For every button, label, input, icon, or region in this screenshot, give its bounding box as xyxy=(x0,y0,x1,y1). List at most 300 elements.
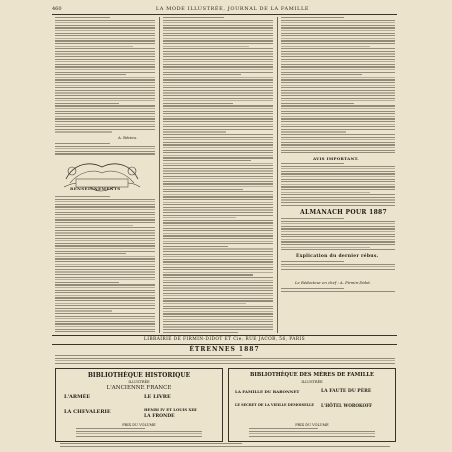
text-line xyxy=(281,249,395,250)
text-line xyxy=(163,160,251,161)
text-line xyxy=(55,38,155,39)
text-line xyxy=(55,329,155,330)
text-line xyxy=(55,20,155,21)
text-line xyxy=(163,316,273,317)
text-line xyxy=(55,82,155,83)
text-line xyxy=(281,179,395,180)
text-line xyxy=(281,121,395,122)
text-line xyxy=(163,72,273,73)
text-line xyxy=(55,196,110,197)
text-line xyxy=(55,222,155,223)
text-line xyxy=(281,192,370,193)
text-line xyxy=(55,77,155,78)
text-line xyxy=(281,218,344,219)
text-line xyxy=(163,51,273,52)
text-line xyxy=(163,225,273,226)
text-line xyxy=(55,153,155,154)
publisher-line: LIBRAIRIE DE FIRMIN-DIDOT ET Cie, RUE JACOB, 56, PARIS xyxy=(143,337,306,342)
text-line xyxy=(163,274,253,275)
text-line xyxy=(163,293,273,294)
text-line xyxy=(163,17,224,18)
text-line xyxy=(281,38,395,39)
text-line xyxy=(55,219,155,220)
book-armee: L'ARMÉE xyxy=(64,394,91,400)
book-henri-iv: HENRI IV ET LOUIS XIII xyxy=(144,407,197,412)
text-line xyxy=(55,251,155,252)
text-line xyxy=(163,61,273,62)
text-line xyxy=(163,295,273,296)
text-line xyxy=(163,222,273,223)
text-line xyxy=(163,74,241,75)
text-line xyxy=(55,40,155,41)
text-line xyxy=(163,105,273,106)
text-line xyxy=(55,235,155,236)
text-line xyxy=(163,142,273,143)
text-line xyxy=(55,103,119,104)
text-line xyxy=(55,25,155,26)
text-line xyxy=(281,163,344,164)
text-line xyxy=(55,323,155,324)
text-line xyxy=(163,261,273,262)
text-line xyxy=(55,87,155,88)
text-line xyxy=(163,79,273,80)
text-line xyxy=(163,251,273,252)
text-line xyxy=(281,247,370,248)
text-line xyxy=(55,33,155,34)
text-line xyxy=(281,64,395,65)
text-line xyxy=(163,300,273,301)
text-line xyxy=(163,326,273,327)
text-line xyxy=(163,191,273,192)
text-line xyxy=(55,148,155,149)
text-line xyxy=(281,234,395,235)
text-line xyxy=(281,51,395,52)
text-line xyxy=(55,310,112,311)
text-line xyxy=(281,152,395,153)
text-line xyxy=(163,264,273,265)
right-column-almanach-text xyxy=(281,218,395,251)
text-line xyxy=(55,358,395,359)
text-line xyxy=(163,103,233,104)
text-line xyxy=(281,194,395,195)
text-line xyxy=(281,244,395,245)
text-line xyxy=(55,266,155,267)
text-line xyxy=(163,168,273,169)
text-line xyxy=(163,243,273,244)
text-line xyxy=(281,35,395,36)
text-line xyxy=(163,95,273,96)
text-line xyxy=(281,90,395,91)
text-line xyxy=(55,321,155,322)
middle-column-text xyxy=(163,17,273,333)
text-line xyxy=(163,259,273,260)
text-line xyxy=(163,186,273,187)
text-line xyxy=(55,46,133,47)
text-line xyxy=(163,319,273,320)
text-line xyxy=(163,313,273,314)
text-line xyxy=(281,30,395,31)
text-line xyxy=(281,46,370,47)
right-column-explication-text xyxy=(281,261,395,271)
text-line xyxy=(163,199,273,200)
text-line xyxy=(55,92,155,93)
text-line xyxy=(55,240,155,241)
text-line xyxy=(163,53,273,54)
text-line xyxy=(55,303,155,304)
text-line xyxy=(55,95,155,96)
text-line xyxy=(55,264,155,265)
text-line xyxy=(163,87,273,88)
text-line xyxy=(281,100,395,101)
text-line xyxy=(55,318,155,319)
text-line xyxy=(55,64,155,65)
text-line xyxy=(281,74,362,75)
text-line xyxy=(55,331,155,332)
text-line xyxy=(163,220,273,221)
text-line xyxy=(55,22,155,23)
left-column-text-bottom xyxy=(55,196,155,333)
text-line xyxy=(55,316,155,317)
text-line xyxy=(55,258,155,259)
historique-subtitle: ILLUSTRÉE xyxy=(128,380,150,384)
text-line xyxy=(163,207,273,208)
text-line xyxy=(55,279,155,280)
text-line xyxy=(163,155,273,156)
book-baronnet: LA FAMILLE DU BARONNET xyxy=(235,389,300,394)
ad-rule-2 xyxy=(52,344,397,345)
text-line xyxy=(55,206,155,207)
text-line xyxy=(281,25,395,26)
text-line xyxy=(281,87,395,88)
text-line xyxy=(55,17,110,18)
text-line xyxy=(163,217,236,218)
text-line xyxy=(249,436,375,437)
text-line xyxy=(163,329,273,330)
right-column-text-top xyxy=(281,17,395,154)
text-line xyxy=(163,46,249,47)
text-line xyxy=(55,326,155,327)
text-line xyxy=(55,209,155,210)
page-header xyxy=(52,5,397,12)
text-line xyxy=(55,48,155,49)
text-line xyxy=(55,72,155,73)
text-line xyxy=(163,134,273,135)
text-line xyxy=(55,35,155,36)
text-line xyxy=(281,118,395,119)
text-line xyxy=(281,116,395,117)
text-line xyxy=(163,238,273,239)
signature: A. Bérieu. xyxy=(118,135,138,140)
text-line xyxy=(55,295,155,296)
text-line xyxy=(163,147,273,148)
text-line xyxy=(55,79,155,80)
text-line xyxy=(163,131,226,132)
text-line xyxy=(163,215,273,216)
text-line xyxy=(55,98,155,99)
book-fronde: LA FRONDE xyxy=(144,414,175,419)
text-line xyxy=(281,126,395,127)
text-line xyxy=(55,61,155,62)
text-line xyxy=(55,204,155,205)
text-line xyxy=(281,239,395,240)
text-line xyxy=(281,223,395,224)
text-line xyxy=(281,288,344,289)
text-line xyxy=(281,72,395,73)
text-line xyxy=(55,269,155,270)
text-line xyxy=(55,287,155,288)
text-line xyxy=(163,111,273,112)
text-line xyxy=(163,163,273,164)
text-line xyxy=(163,98,273,99)
text-line xyxy=(281,269,395,270)
page-title: LA MODE ILLUSTRÉE, JOURNAL DE LA FAMILLE xyxy=(155,5,310,12)
text-line xyxy=(55,308,155,309)
text-line xyxy=(281,92,395,93)
text-line xyxy=(163,181,273,182)
text-line xyxy=(55,305,155,306)
text-line xyxy=(55,261,155,262)
text-line xyxy=(163,228,273,229)
text-line xyxy=(55,274,155,275)
text-line xyxy=(55,118,155,119)
text-line xyxy=(163,150,273,151)
text-line xyxy=(55,201,155,202)
text-line xyxy=(163,139,273,140)
text-line xyxy=(76,428,145,429)
text-line xyxy=(163,48,273,49)
left-column-text-top xyxy=(55,17,155,135)
text-line xyxy=(163,64,273,65)
text-line xyxy=(163,277,273,278)
text-line xyxy=(281,105,395,106)
text-line xyxy=(281,22,395,23)
text-line xyxy=(163,241,273,242)
text-line xyxy=(55,121,155,122)
text-line xyxy=(55,74,126,75)
text-line xyxy=(163,59,273,60)
text-line xyxy=(55,43,155,44)
text-line xyxy=(163,30,273,31)
text-line xyxy=(163,165,273,166)
text-line xyxy=(281,40,395,41)
text-line xyxy=(163,69,273,70)
text-line xyxy=(55,100,155,101)
text-line xyxy=(281,66,395,67)
text-line xyxy=(55,355,242,356)
text-line xyxy=(55,292,155,293)
text-line xyxy=(163,90,273,91)
text-line xyxy=(163,144,273,145)
text-line xyxy=(55,300,155,301)
text-line xyxy=(55,124,155,125)
text-line xyxy=(163,324,273,325)
text-line xyxy=(281,113,395,114)
meres-price: PRIX DU VOLUME xyxy=(295,423,329,427)
text-line xyxy=(281,131,346,132)
text-line xyxy=(281,48,395,49)
text-line xyxy=(163,285,273,286)
text-line xyxy=(281,95,395,96)
text-line xyxy=(163,298,273,299)
text-line xyxy=(163,290,273,291)
text-line xyxy=(281,56,395,57)
text-line xyxy=(281,79,395,80)
text-line xyxy=(163,77,273,78)
text-line xyxy=(281,59,395,60)
text-line xyxy=(163,282,273,283)
text-line xyxy=(163,256,273,257)
historique-title: BIBLIOTHÈQUE HISTORIQUE xyxy=(87,372,191,379)
avis-heading: AVIS IMPORTANT. xyxy=(313,156,359,161)
ad-intro-text xyxy=(55,355,395,366)
text-line xyxy=(281,226,395,227)
text-line xyxy=(55,199,155,200)
text-line xyxy=(55,253,126,254)
text-line xyxy=(163,85,273,86)
text-line xyxy=(163,248,273,249)
text-line xyxy=(163,40,273,41)
page-number: 460 xyxy=(52,5,62,12)
meres-price-text xyxy=(249,428,375,438)
text-line xyxy=(60,443,242,444)
column-divider-1 xyxy=(159,17,160,333)
left-column-text-mid xyxy=(55,143,155,157)
text-line xyxy=(76,433,202,434)
text-line xyxy=(55,232,155,233)
text-line xyxy=(163,20,273,21)
text-line xyxy=(55,214,155,215)
text-line xyxy=(281,27,395,28)
book-hotel-worokoff: L'HÔTEL WOROKOFF xyxy=(321,403,373,408)
text-line xyxy=(281,124,395,125)
text-line xyxy=(281,33,395,34)
text-line xyxy=(163,113,273,114)
historique-price: PRIX DU VOLUME xyxy=(122,423,156,427)
text-line xyxy=(55,113,155,114)
text-line xyxy=(163,272,273,273)
text-line xyxy=(163,22,273,23)
text-line xyxy=(163,209,273,210)
text-line xyxy=(163,311,273,312)
text-line xyxy=(55,313,155,314)
text-line xyxy=(55,129,155,130)
text-line xyxy=(55,146,155,147)
text-line xyxy=(55,363,395,364)
text-line xyxy=(163,321,273,322)
text-line xyxy=(281,82,395,83)
text-line xyxy=(281,176,395,177)
text-line xyxy=(281,139,395,140)
text-line xyxy=(281,291,395,292)
text-line xyxy=(281,202,395,203)
ad-box-meres xyxy=(228,368,396,442)
text-line xyxy=(55,30,155,31)
text-line xyxy=(281,181,395,182)
text-line xyxy=(55,105,155,106)
text-line xyxy=(281,241,395,242)
text-line xyxy=(163,66,273,67)
text-line xyxy=(281,266,395,267)
text-line xyxy=(281,20,395,21)
text-line xyxy=(163,173,273,174)
text-line xyxy=(55,151,155,152)
text-line xyxy=(163,43,273,44)
right-column-footer-text xyxy=(281,288,395,293)
text-line xyxy=(281,228,395,229)
text-line xyxy=(163,157,273,158)
text-line xyxy=(55,27,155,28)
text-line xyxy=(163,100,273,101)
text-line xyxy=(163,194,273,195)
text-line xyxy=(281,98,395,99)
text-line xyxy=(163,152,273,153)
text-line xyxy=(281,150,395,151)
text-line xyxy=(163,183,273,184)
text-line xyxy=(163,230,273,231)
etrennes-title: ÉTRENNES 1887 xyxy=(189,346,260,353)
text-line xyxy=(281,186,395,187)
text-line xyxy=(55,143,110,144)
text-line xyxy=(281,205,395,206)
text-line xyxy=(163,33,273,34)
text-line xyxy=(163,254,273,255)
explication-heading: Explication du dernier rébus. xyxy=(296,254,379,259)
text-line xyxy=(163,267,273,268)
text-line xyxy=(163,170,273,171)
text-line xyxy=(281,53,395,54)
text-line xyxy=(281,147,395,148)
text-line xyxy=(163,35,273,36)
right-column-avis-text xyxy=(281,163,395,206)
text-line xyxy=(55,56,155,57)
text-line xyxy=(281,166,395,167)
book-chevalerie: LA CHEVALERIE xyxy=(64,409,111,415)
text-line xyxy=(163,196,273,197)
text-line xyxy=(55,256,155,257)
text-line xyxy=(55,297,155,298)
text-line xyxy=(281,171,395,172)
ad-footer-text xyxy=(60,443,390,447)
text-line xyxy=(249,431,375,432)
text-line xyxy=(163,27,273,28)
text-line xyxy=(281,236,395,237)
book-faute-pere: LA FAUTE DU PÈRE xyxy=(321,389,372,394)
text-line xyxy=(281,199,395,200)
text-line xyxy=(76,431,202,432)
editor-line: Le Rédacteur en chef : A. Firmin-Didot. xyxy=(295,280,372,285)
text-line xyxy=(281,61,395,62)
text-line xyxy=(55,271,155,272)
text-line xyxy=(281,221,395,222)
meres-subtitle: ILLUSTRÉE xyxy=(301,380,323,384)
text-line xyxy=(281,197,395,198)
text-line xyxy=(163,235,273,236)
ad-box-historique xyxy=(55,368,223,442)
text-line xyxy=(163,202,273,203)
historique-series: L'ANCIENNE FRANCE xyxy=(106,385,172,391)
text-line xyxy=(55,225,133,226)
text-line xyxy=(55,66,155,67)
text-line xyxy=(249,433,375,434)
text-line xyxy=(55,277,155,278)
text-line xyxy=(55,108,155,109)
text-line xyxy=(163,38,273,39)
text-line xyxy=(55,284,155,285)
text-line xyxy=(55,230,155,231)
text-line xyxy=(60,446,390,447)
text-line xyxy=(281,144,395,145)
text-line xyxy=(163,246,228,247)
